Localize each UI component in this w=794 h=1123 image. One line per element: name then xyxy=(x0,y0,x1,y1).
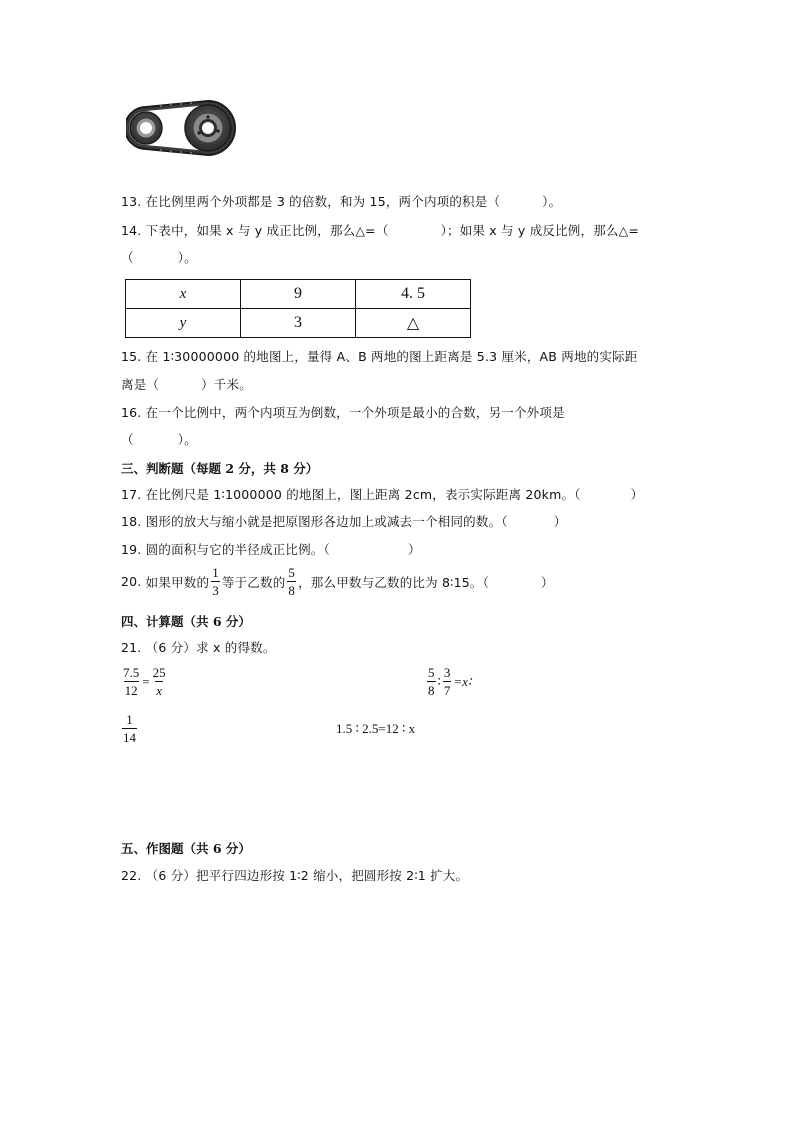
question-16-line2: （ ）。 xyxy=(121,432,197,447)
question-15-line2: 离是（ ）千米。 xyxy=(121,377,252,392)
question-number: 19. xyxy=(121,542,142,557)
proportion-table xyxy=(125,279,471,338)
question-text: 图形的放大与缩小就是把原图形各边加上或减去一个相同的数。（ xyxy=(145,514,508,529)
question-text: 在 1∶30000000 的地图上，量得 A、B 两地的图上距离是 5.3 厘米，AB 两地的实际距 xyxy=(145,349,638,364)
section-heading: 三、判断题（每题 2 分，共 8 分） xyxy=(121,461,319,476)
question-text: 在比例里两个外项都是 3 的倍数，和为 15，两个内项的积是（ xyxy=(145,194,501,209)
question-number: 20. xyxy=(121,574,142,589)
table-cell: △ xyxy=(356,309,471,338)
question-17: 17. 在比例尺是 1∶1000000 的地图上，图上距离 2cm，表示实际距离 20km。（ ） xyxy=(121,487,644,502)
table-cell: y xyxy=(126,309,241,338)
question-number: 22. xyxy=(121,868,142,883)
question-text: 如果甲数的 xyxy=(145,574,210,590)
equation-3: 1.5 ∶ 2.5=12 ∶ x xyxy=(336,721,416,736)
table-cell: 3 xyxy=(241,309,356,338)
question-19: 19. 圆的面积与它的半径成正比例。（ ） xyxy=(121,542,421,557)
fraction: $\frac{25}{x}$ xyxy=(152,665,166,698)
equation-2: $\frac{5}{8}$ ∶ $\frac{3}{7}$ =x∶ xyxy=(428,665,472,698)
question-text: 下表中，如果 x 与 y 成正比例，那么△=（ xyxy=(145,223,389,238)
table-row xyxy=(126,309,471,338)
question-18: 18. 图形的放大与缩小就是把原图形各边加上或减去一个相同的数。（ ） xyxy=(121,514,567,529)
question-14: 14. 下表中，如果 x 与 y 成正比例，那么△=（ ）；如果 x 与 y 成反比例，那么△= xyxy=(121,223,640,238)
question-20: 20. 如果甲数的 $\frac{1}{3}$ 等于乙数的 $\frac{5}{8}$ ，那么甲数与乙数的比为 8∶15。（ ） xyxy=(121,565,554,598)
chain-gear-image xyxy=(126,100,252,156)
fraction: $\frac{1}{3}$ xyxy=(212,565,219,598)
question-number: 17. xyxy=(121,487,142,502)
chain-sprocket-gears-icon xyxy=(126,100,252,156)
question-15 xyxy=(121,347,637,365)
question-text: （6 分）把平行四边形按 1∶2 缩小，把圆形按 2∶1 扩大。 xyxy=(145,868,469,883)
question-number: 16. xyxy=(121,405,142,420)
question-number: 13. xyxy=(121,194,142,209)
fraction: $\frac{3}{7}$ xyxy=(443,665,451,698)
question-number: 14. xyxy=(121,223,142,238)
question-text: 圆的面积与它的半径成正比例。（ xyxy=(145,542,330,557)
section-heading: 四、计算题（共 6 分） xyxy=(121,614,251,629)
question-14-line2: （ ）。 xyxy=(121,250,197,265)
fraction: $\frac{1}{14}$ xyxy=(123,712,136,745)
question-text: （6 分）求 x 的得数。 xyxy=(145,640,276,655)
table-cell: 9 xyxy=(241,280,356,309)
equation-2-tail xyxy=(120,713,139,744)
question-number: 15. xyxy=(121,349,142,364)
table-cell: x xyxy=(126,280,241,309)
table-row xyxy=(126,280,471,309)
question-text: 在一个比例中，两个内项互为倒数，一个外项是最小的合数，另一个外项是 xyxy=(145,405,565,420)
fraction: $\frac{5}{8}$ xyxy=(288,565,296,598)
question-number: 21. xyxy=(121,640,142,655)
question-22 xyxy=(121,866,468,884)
equation-1: $\frac{7.5}{12}$ = $\frac{25}{x}$ xyxy=(123,665,166,698)
question-13: 13. 在比例里两个外项都是 3 的倍数，和为 15，两个内项的积是（ ）。 xyxy=(121,194,562,209)
question-16 xyxy=(121,403,565,421)
question-number: 18. xyxy=(121,514,142,529)
fraction: $\frac{5}{8}$ xyxy=(428,665,435,698)
section-heading: 五、作图题（共 6 分） xyxy=(121,841,251,856)
question-21 xyxy=(121,638,276,656)
table-cell: 4. 5 xyxy=(356,280,471,309)
question-text: 在比例尺是 1∶1000000 的地图上，图上距离 2cm，表示实际距离 20km。（ xyxy=(145,487,581,502)
fraction: $\frac{7.5}{12}$ xyxy=(123,665,140,698)
